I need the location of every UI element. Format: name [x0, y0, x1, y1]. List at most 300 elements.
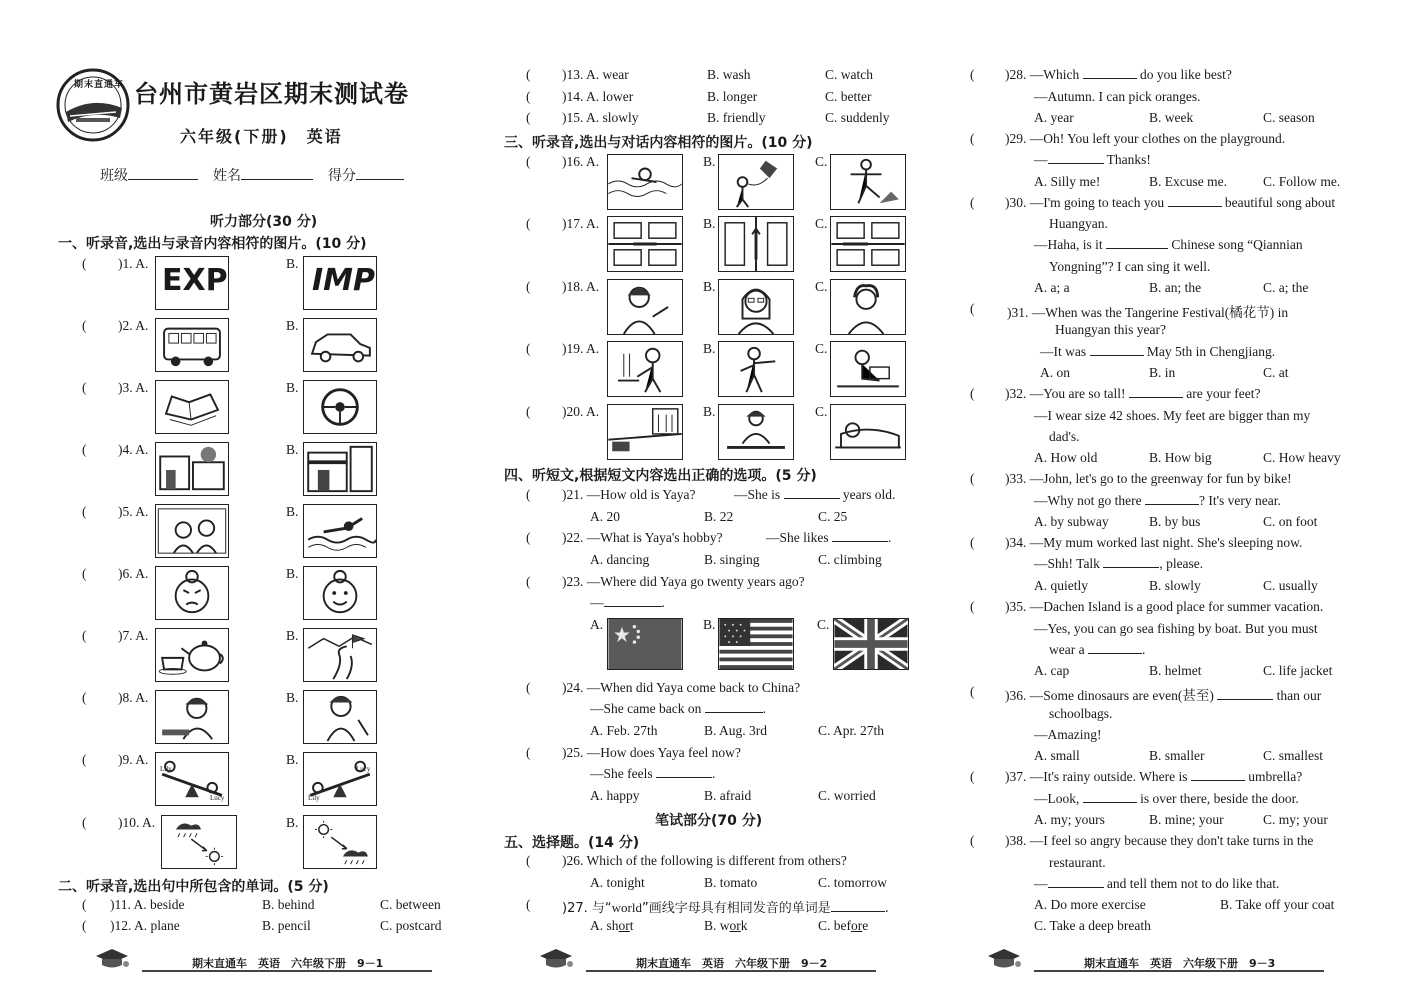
- q36-line-3: —Amazing!: [1034, 727, 1102, 742]
- q10-option-b-image[interactable]: [303, 815, 377, 869]
- imp-text: IMP: [312, 263, 376, 298]
- q1-paren[interactable]: (: [82, 256, 87, 271]
- q11-option-c[interactable]: C. between: [380, 897, 441, 912]
- q19-c-label: C.: [815, 341, 828, 356]
- q34-line-1: )34. —My mum worked last night. She's sleeping now.: [1005, 535, 1303, 550]
- score-label: 得分: [328, 168, 356, 184]
- q38-option-c[interactable]: C. Take a deep breath: [1034, 918, 1151, 933]
- page-1: [0, 0, 470, 1000]
- q36-option-a[interactable]: A. small: [1034, 748, 1080, 763]
- q19-number: )19. A.: [562, 341, 600, 356]
- car-icon: [304, 319, 376, 371]
- q36-paren[interactable]: (: [970, 684, 975, 699]
- rain-to-sun-icon: [162, 816, 236, 868]
- q36-line-2: schoolbags.: [1049, 706, 1113, 721]
- q16-b-label: B.: [703, 154, 716, 169]
- q21-paren[interactable]: (: [526, 487, 531, 502]
- q10-b-label: B.: [286, 815, 299, 830]
- q4-number: )4. A.: [118, 442, 149, 457]
- q34-option-b[interactable]: B. slowly: [1149, 578, 1201, 593]
- q37-blank-1[interactable]: [1191, 780, 1245, 781]
- q17-c-label: C.: [815, 216, 828, 231]
- q3-paren[interactable]: (: [82, 380, 87, 395]
- q24-answer-line: —She came back on .: [590, 701, 767, 716]
- q29-option-a[interactable]: A. Silly me!: [1034, 174, 1101, 189]
- q35-option-b[interactable]: B. helmet: [1149, 663, 1202, 678]
- q1-b-label: B.: [286, 256, 299, 271]
- q23-option-a-flag[interactable]: [607, 618, 683, 670]
- q17-option-b-image[interactable]: [718, 216, 794, 272]
- q26-question: )26. Which of the following is different from others?: [562, 853, 847, 868]
- q27-option-a[interactable]: A. short: [590, 918, 634, 933]
- q25-option-c[interactable]: C. worried: [818, 788, 876, 803]
- q38-line-1: )38. —I feel so angry because they don't take turns in the: [1005, 833, 1314, 848]
- q20-option-b-image[interactable]: [718, 404, 794, 460]
- q27-blank[interactable]: [831, 911, 885, 912]
- logo-badge: [56, 68, 130, 142]
- sun-to-rain-icon: [304, 816, 376, 868]
- q33-option-b[interactable]: B. by bus: [1149, 514, 1201, 529]
- q31-blank[interactable]: [1090, 355, 1144, 356]
- q35-line-2: —Yes, you can go sea fishing by boat. But you must: [1034, 621, 1318, 636]
- map-layout-icon: [831, 217, 905, 271]
- q29-option-b[interactable]: B. Excuse me.: [1149, 174, 1227, 189]
- q5-option-a-image[interactable]: [155, 504, 229, 558]
- page-2-footer: [536, 952, 876, 974]
- q14-paren[interactable]: (: [526, 89, 531, 104]
- street-shops-icon: [156, 443, 228, 495]
- q23-blank[interactable]: [604, 606, 662, 607]
- q15-option-c[interactable]: C. suddenly: [825, 110, 890, 125]
- q17-option-a-image[interactable]: [607, 216, 683, 272]
- q32-option-b[interactable]: B. How big: [1149, 450, 1212, 465]
- page-3: [940, 0, 1415, 1000]
- q4-option-b-image[interactable]: [303, 442, 377, 496]
- q34-option-c[interactable]: C. usually: [1263, 578, 1318, 593]
- q30-line-1: )30. —I'm going to teach you beautiful song about: [1005, 195, 1336, 210]
- q22-paren[interactable]: (: [526, 530, 531, 545]
- q21-blank[interactable]: [784, 498, 840, 499]
- graduation-cap-icon: [92, 946, 132, 970]
- q28-paren[interactable]: (: [970, 67, 975, 82]
- q9-number: )9. A.: [118, 752, 149, 767]
- q30-paren[interactable]: (: [970, 195, 975, 210]
- q31-option-b[interactable]: B. in: [1149, 365, 1176, 380]
- q32-paren[interactable]: (: [970, 386, 975, 401]
- q23-b-label: B.: [703, 617, 716, 632]
- q20-option-a-image[interactable]: [607, 404, 683, 460]
- q28-option-b[interactable]: B. week: [1149, 110, 1194, 125]
- q35-blank[interactable]: [1088, 653, 1142, 654]
- q29-option-c[interactable]: C. Follow me.: [1263, 174, 1341, 189]
- q20-option-c-image[interactable]: [830, 404, 906, 460]
- q3-option-b-image[interactable]: [303, 380, 377, 434]
- graduation-cap-icon: [984, 946, 1024, 970]
- q26-paren[interactable]: (: [526, 853, 531, 868]
- q23-c-label: C.: [817, 617, 830, 632]
- q35-paren[interactable]: (: [970, 599, 975, 614]
- q22-blank[interactable]: [832, 541, 888, 542]
- q23-paren[interactable]: (: [526, 574, 531, 589]
- q1-option-a-image[interactable]: [155, 256, 229, 310]
- q12-paren[interactable]: (: [82, 918, 87, 933]
- street-scene-icon: [608, 405, 682, 459]
- q31-line-1: )31. —When was the Tangerine Festival(橘花节) in: [1007, 305, 1289, 320]
- q18-b-label: B.: [703, 279, 716, 294]
- q37-option-a[interactable]: A. my; yours: [1034, 812, 1105, 827]
- q3-b-label: B.: [286, 380, 299, 395]
- q32-option-c[interactable]: C. How heavy: [1263, 450, 1341, 465]
- q17-option-c-image[interactable]: [830, 216, 906, 272]
- q22-option-c[interactable]: C. climbing: [818, 552, 882, 567]
- q25-option-a[interactable]: A. happy: [590, 788, 640, 803]
- swimmer-icon: [304, 505, 376, 557]
- q1-option-b-image[interactable]: [303, 256, 377, 310]
- q2-number: )2. A.: [118, 318, 149, 333]
- q30-line-2: Huangyan.: [1049, 216, 1108, 231]
- q32-line-3: dad's.: [1049, 429, 1080, 444]
- q8-number: )8. A.: [118, 690, 149, 705]
- q9-b-label: B.: [286, 752, 299, 767]
- q34-paren[interactable]: (: [970, 535, 975, 550]
- q33-option-a[interactable]: A. by subway: [1034, 514, 1109, 529]
- boy-reading-icon: [831, 342, 905, 396]
- shop-building-icon: [304, 443, 376, 495]
- q27-paren[interactable]: (: [526, 897, 531, 912]
- section-1-title: 一、听录音,选出与录音内容相符的图片。(10 分): [58, 236, 367, 252]
- q27-question: )27. 与“world”画线字母具有相同发音的单词是 .: [562, 900, 889, 916]
- score-blank[interactable]: [356, 179, 404, 180]
- woman-teacher-icon: [608, 280, 682, 334]
- footer-line: [142, 970, 432, 972]
- q27-option-b[interactable]: B. work: [704, 918, 748, 933]
- q34-blank[interactable]: [1103, 567, 1159, 568]
- q11-option-b[interactable]: B. behind: [262, 897, 315, 912]
- footer-text: 期末直通车 英语 六年级下册 9－2: [636, 957, 828, 970]
- q37-line-2: —Look, is over there, beside the door.: [1034, 791, 1299, 806]
- q21-answer-line: —She is years old.: [734, 487, 896, 502]
- q2-option-b-image[interactable]: [303, 318, 377, 372]
- q33-line-1: )33. —John, let's go to the greenway for fun by bike!: [1005, 471, 1292, 486]
- people-on-bus-icon: [156, 505, 228, 557]
- q35-line-1: )35. —Dachen Island is a good place for summer vacation.: [1005, 599, 1324, 614]
- q37-paren[interactable]: (: [970, 769, 975, 784]
- q31-line-2: Huangyan this year?: [1055, 322, 1166, 337]
- q33-line-2: —Why not go there ? It's very near.: [1034, 493, 1281, 508]
- q36-option-c[interactable]: C. smallest: [1263, 748, 1323, 763]
- q25-option-b[interactable]: B. afraid: [704, 788, 752, 803]
- q12-option-a[interactable]: )12. A. plane: [110, 918, 180, 933]
- q37-blank-2[interactable]: [1083, 802, 1137, 803]
- q30-blank-2[interactable]: [1106, 248, 1168, 249]
- q9-option-b-image[interactable]: [303, 752, 377, 806]
- q7-option-b-image[interactable]: [303, 628, 377, 682]
- section-5-title: 五、选择题。(14 分): [504, 835, 640, 851]
- q21-option-a[interactable]: A. 20: [590, 509, 620, 524]
- q10-number: )10. A.: [118, 815, 156, 830]
- q16-option-b-image[interactable]: [718, 154, 794, 210]
- q18-c-label: C.: [815, 279, 828, 294]
- q14-option-a[interactable]: )14. A. lower: [562, 89, 634, 104]
- q25-blank[interactable]: [656, 777, 712, 778]
- q20-number: )20. A.: [562, 404, 600, 419]
- q36-blank[interactable]: [1217, 699, 1273, 700]
- q30-line-3: —Haha, is it Chinese song “Qiannian: [1034, 237, 1303, 252]
- q33-paren[interactable]: (: [970, 471, 975, 486]
- q19-option-b-image[interactable]: [718, 341, 794, 397]
- q26-option-a[interactable]: A. tonight: [590, 875, 645, 890]
- q23-question: )23. —Where did Yaya go twenty years ago?: [562, 574, 805, 589]
- q15-paren[interactable]: (: [526, 110, 531, 125]
- q7-paren[interactable]: (: [82, 628, 87, 643]
- lucy-label: Lucy: [210, 794, 225, 802]
- woman-at-desk-icon: [719, 405, 793, 459]
- girl-standing-icon: [304, 691, 376, 743]
- q38-line-2: restaurant.: [1049, 855, 1106, 870]
- exam-title: 台州市黄岩区期末测试卷: [134, 80, 409, 108]
- q38-paren[interactable]: (: [970, 833, 975, 848]
- q36-line-1: )36. —Some dinosaurs are even(甚至) than our: [1005, 688, 1322, 703]
- q11-paren[interactable]: (: [82, 897, 87, 912]
- q9-paren[interactable]: (: [82, 752, 87, 767]
- q19-option-c-image[interactable]: [830, 341, 906, 397]
- q13-option-c[interactable]: C. watch: [825, 67, 873, 82]
- q11-option-a[interactable]: )11. A. beside: [110, 897, 185, 912]
- q27-option-c[interactable]: C. before: [818, 918, 869, 933]
- q13-paren[interactable]: (: [526, 67, 531, 82]
- q35-line-3: wear a .: [1049, 642, 1146, 657]
- q23-answer-line: — .: [590, 595, 665, 610]
- q31-line-3: —It was May 5th in Chengjiang.: [1040, 344, 1276, 359]
- q20-c-label: C.: [815, 404, 828, 419]
- q12-option-c[interactable]: C. postcard: [380, 918, 442, 933]
- footer-line: [586, 970, 876, 972]
- q7-b-label: B.: [286, 628, 299, 643]
- kung-fu-boy-icon: [719, 342, 793, 396]
- listening-header: 听力部分(30 分): [210, 214, 318, 230]
- q35-option-c[interactable]: C. life jacket: [1263, 663, 1333, 678]
- q4-option-a-image[interactable]: [155, 442, 229, 496]
- q21-option-b[interactable]: B. 22: [704, 509, 734, 524]
- lily-label: Lily: [160, 765, 172, 773]
- q2-option-a-image[interactable]: [155, 318, 229, 372]
- q34-option-a[interactable]: A. quietly: [1034, 578, 1088, 593]
- q12-option-b[interactable]: B. pencil: [262, 918, 311, 933]
- q20-b-label: B.: [703, 404, 716, 419]
- q14-option-c[interactable]: C. better: [825, 89, 872, 104]
- woman-glasses-icon: [719, 280, 793, 334]
- q24-option-b[interactable]: B. Aug. 3rd: [704, 723, 768, 738]
- q30-line-4: Yongning”? I can sing it well.: [1049, 259, 1211, 274]
- q30-option-a[interactable]: A. a; a: [1034, 280, 1070, 295]
- q25-question: )25. —How does Yaya feel now?: [562, 745, 741, 760]
- happy-face-icon: [304, 567, 376, 619]
- girl-at-desk-icon: [156, 691, 228, 743]
- class-field[interactable]: [100, 165, 198, 185]
- q23-option-b-flag[interactable]: [718, 618, 794, 670]
- q13-option-a[interactable]: )13. A. wear: [562, 67, 629, 82]
- q32-line-1: )32. —You are so tall! are your feet?: [1005, 386, 1261, 401]
- uk-flag-icon: [834, 619, 908, 669]
- q22-option-a[interactable]: A. dancing: [590, 552, 650, 567]
- q16-option-c-image[interactable]: [830, 154, 906, 210]
- section-4-title: 四、听短文,根据短文内容选出正确的选项。(5 分): [504, 468, 817, 484]
- q29-line-1: )29. —Oh! You left your clothes on the playground.: [1005, 131, 1286, 146]
- q17-paren[interactable]: (: [526, 216, 531, 231]
- q8-paren[interactable]: (: [82, 690, 87, 705]
- map-layout-icon: [719, 217, 793, 271]
- woman-curly-hair-icon: [831, 280, 905, 334]
- q6-option-b-image[interactable]: [303, 566, 377, 620]
- q28-line-1: )28. —Which do you like best?: [1005, 67, 1232, 82]
- map-layout-icon: [608, 217, 682, 271]
- section-2-title: 二、听录音,选出句中所包含的单词。(5 分): [58, 879, 329, 895]
- q2-b-label: B.: [286, 318, 299, 333]
- written-header: 笔试部分(70 分): [655, 813, 763, 829]
- q20-paren[interactable]: (: [526, 404, 531, 419]
- q23-a-label: A.: [590, 617, 604, 632]
- lily-label: Lily: [308, 794, 320, 802]
- q14-option-b[interactable]: B. longer: [707, 89, 758, 104]
- q6-number: )6. A.: [118, 566, 149, 581]
- logo-text: 期末直通车: [74, 80, 125, 90]
- q33-blank[interactable]: [1145, 504, 1199, 505]
- q30-option-b[interactable]: B. an; the: [1149, 280, 1202, 295]
- q22-question: )22. —What is Yaya's hobby?: [562, 530, 723, 545]
- q28-line-2: —Autumn. I can pick oranges.: [1034, 89, 1201, 104]
- q21-option-c[interactable]: C. 25: [818, 509, 848, 524]
- q5-b-label: B.: [286, 504, 299, 519]
- q4-b-label: B.: [286, 442, 299, 457]
- q38-option-b[interactable]: B. Take off your coat: [1220, 897, 1335, 912]
- page-2: [470, 0, 940, 1000]
- q34-line-2: —Shh! Talk , please.: [1034, 556, 1204, 571]
- q24-option-a[interactable]: A. Feb. 27th: [590, 723, 658, 738]
- q5-option-b-image[interactable]: [303, 504, 377, 558]
- name-field[interactable]: [213, 165, 313, 185]
- q5-paren[interactable]: (: [82, 504, 87, 519]
- q32-blank[interactable]: [1129, 397, 1183, 398]
- page-1-footer: [92, 952, 432, 974]
- q24-question: )24. —When did Yaya come back to China?: [562, 680, 801, 695]
- q2-paren[interactable]: (: [82, 318, 87, 333]
- steering-wheel-icon: [304, 381, 376, 433]
- q25-paren[interactable]: (: [526, 745, 531, 760]
- q26-option-b[interactable]: B. tomato: [704, 875, 758, 890]
- q35-option-a[interactable]: A. cap: [1034, 663, 1070, 678]
- boy-cooking-icon: [608, 342, 682, 396]
- q8-option-a-image[interactable]: [155, 690, 229, 744]
- section-3-title: 三、听录音,选出与对话内容相符的图片。(10 分): [504, 135, 813, 151]
- q5-number: )5. A.: [118, 504, 149, 519]
- q28-blank[interactable]: [1083, 78, 1137, 79]
- q16-c-label: C.: [815, 154, 828, 169]
- q31-option-c[interactable]: C. at: [1263, 365, 1289, 380]
- lucy-label: Lucy: [356, 765, 371, 773]
- q36-option-b[interactable]: B. smaller: [1149, 748, 1205, 763]
- q9-option-a-image[interactable]: [155, 752, 229, 806]
- q16-number: )16. A.: [562, 154, 600, 169]
- q38-blank[interactable]: [1048, 887, 1104, 888]
- q30-blank-1[interactable]: [1168, 206, 1222, 207]
- q31-option-a[interactable]: A. on: [1040, 365, 1070, 380]
- q29-line-2: — Thanks!: [1034, 152, 1151, 167]
- page-3-footer: [984, 952, 1324, 974]
- river-landscape-icon: [304, 629, 376, 681]
- exam-subtitle: 六年级(下册) 英语: [180, 127, 343, 146]
- q23-option-c-flag[interactable]: [833, 618, 909, 670]
- usa-flag-icon: [719, 619, 793, 669]
- q4-paren[interactable]: (: [82, 442, 87, 457]
- score-field[interactable]: [328, 165, 404, 185]
- q22-option-b[interactable]: B. singing: [704, 552, 760, 567]
- q18-option-a-image[interactable]: [607, 279, 683, 335]
- q32-line-2: —I wear size 42 shoes. My feet are bigger than my: [1034, 408, 1311, 423]
- q8-option-b-image[interactable]: [303, 690, 377, 744]
- q7-number: )7. A.: [118, 628, 149, 643]
- q28-option-a[interactable]: A. year: [1034, 110, 1074, 125]
- q18-option-b-image[interactable]: [718, 279, 794, 335]
- q17-b-label: B.: [703, 216, 716, 231]
- q19-paren[interactable]: (: [526, 341, 531, 356]
- q6-paren[interactable]: (: [82, 566, 87, 581]
- bus-icon: [156, 319, 228, 371]
- q16-paren[interactable]: (: [526, 154, 531, 169]
- class-label: 班级: [100, 168, 128, 184]
- q15-option-b[interactable]: B. friendly: [707, 110, 766, 125]
- girl-sleeping-icon: [831, 405, 905, 459]
- name-label: 姓名: [213, 168, 241, 184]
- q1-number: )1. A.: [118, 256, 149, 271]
- name-blank[interactable]: [241, 179, 313, 180]
- angry-face-icon: [156, 567, 228, 619]
- q24-option-c[interactable]: C. Apr. 27th: [818, 723, 885, 738]
- q37-line-1: )37. —It's rainy outside. Where is umbrella?: [1005, 769, 1303, 784]
- q38-line-3: — and tell them not to do like that.: [1034, 876, 1280, 891]
- q24-blank[interactable]: [705, 712, 763, 713]
- q19-option-a-image[interactable]: [607, 341, 683, 397]
- q18-option-c-image[interactable]: [830, 279, 906, 335]
- q37-option-c[interactable]: C. my; your: [1263, 812, 1328, 827]
- q7-option-a-image[interactable]: [155, 628, 229, 682]
- q32-option-a[interactable]: A. How old: [1034, 450, 1098, 465]
- q24-paren[interactable]: (: [526, 680, 531, 695]
- q30-option-c[interactable]: C. a; the: [1263, 280, 1309, 295]
- q31-paren[interactable]: (: [970, 301, 975, 316]
- teapot-cup-icon: [156, 629, 228, 681]
- q25-answer-line: —She feels .: [590, 766, 716, 781]
- q8-b-label: B.: [286, 690, 299, 705]
- q28-option-c[interactable]: C. season: [1263, 110, 1315, 125]
- q10-option-a-image[interactable]: [161, 815, 237, 869]
- q10-paren[interactable]: (: [82, 815, 87, 830]
- q18-paren[interactable]: (: [526, 279, 531, 294]
- q29-blank[interactable]: [1048, 163, 1104, 164]
- q16-option-a-image[interactable]: [607, 154, 683, 210]
- q26-option-c[interactable]: C. tomorrow: [818, 875, 887, 890]
- q3-number: )3. A.: [118, 380, 149, 395]
- q6-option-a-image[interactable]: [155, 566, 229, 620]
- q33-option-c[interactable]: C. on foot: [1263, 514, 1318, 529]
- q13-option-b[interactable]: B. wash: [707, 67, 751, 82]
- q15-option-a[interactable]: )15. A. slowly: [562, 110, 639, 125]
- q29-paren[interactable]: (: [970, 131, 975, 146]
- footer-line: [1034, 970, 1324, 972]
- q3-option-a-image[interactable]: [155, 380, 229, 434]
- class-blank[interactable]: [128, 179, 198, 180]
- q37-option-b[interactable]: B. mine; your: [1149, 812, 1224, 827]
- q38-option-a[interactable]: A. Do more exercise: [1034, 897, 1146, 912]
